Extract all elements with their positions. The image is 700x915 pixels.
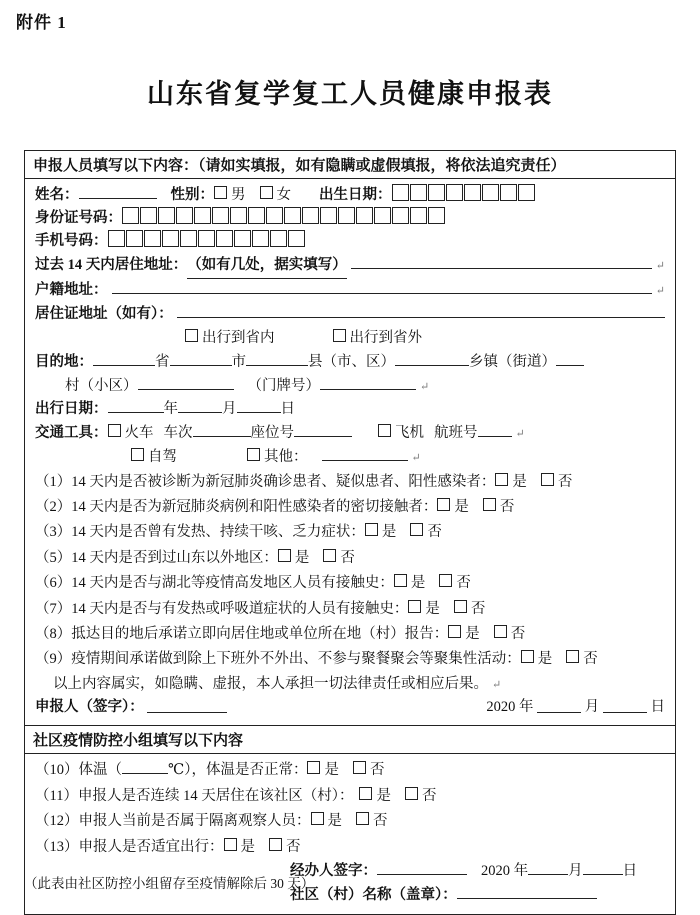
section2-header: 社区疫情防控小组填写以下内容 xyxy=(25,725,675,754)
character-cell[interactable] xyxy=(176,207,193,224)
checkbox-icon[interactable] xyxy=(224,838,237,851)
character-cell[interactable] xyxy=(428,184,445,201)
travel-date-month-input[interactable] xyxy=(178,398,222,414)
answer-no-label: 否 xyxy=(456,575,471,592)
answer-no-label: 否 xyxy=(470,600,486,617)
phone-number-boxes[interactable] xyxy=(108,230,306,253)
checkbox-icon[interactable] xyxy=(131,448,144,461)
question-text: （3）14 天内是否曾有发热、持续干咳、乏力症状： xyxy=(35,524,365,541)
declarant-sign-month-input[interactable] xyxy=(537,698,581,714)
destination-label: 目的地： xyxy=(35,353,93,370)
row-hukou-address xyxy=(35,279,665,303)
question-row xyxy=(35,784,665,809)
travel-option-in-province[interactable] xyxy=(185,327,275,350)
question-text: （7）14 天内是否与有发热或呼吸道症状的人员有接触史： xyxy=(35,600,409,617)
row-destination-1 xyxy=(35,350,665,374)
question-text: （10）体温（ xyxy=(35,762,122,779)
transport-option-train[interactable] xyxy=(108,422,154,445)
checkbox-icon[interactable] xyxy=(394,574,407,587)
question-row xyxy=(35,647,665,672)
character-cell[interactable] xyxy=(410,184,427,201)
answer-yes-label: 是 xyxy=(512,473,527,490)
checkbox-icon[interactable] xyxy=(454,600,467,613)
temperature-input[interactable] xyxy=(122,759,168,775)
answer-no[interactable] xyxy=(269,835,301,860)
character-cell[interactable] xyxy=(482,184,499,201)
checkbox-icon[interactable] xyxy=(307,761,320,774)
answer-no[interactable] xyxy=(356,809,388,834)
character-cell[interactable] xyxy=(252,230,269,247)
character-cell[interactable] xyxy=(500,184,517,201)
question-text: （12）申报人当前是否属于隔离观察人员： xyxy=(35,813,311,830)
checkbox-icon[interactable] xyxy=(378,424,391,437)
character-cell[interactable] xyxy=(158,207,175,224)
answer-yes[interactable] xyxy=(311,809,343,834)
character-cell[interactable] xyxy=(464,184,481,201)
character-cell[interactable] xyxy=(216,230,233,247)
destination-county-input[interactable] xyxy=(246,350,308,366)
character-cell[interactable] xyxy=(108,230,125,247)
destination-village-label: 村（小区） xyxy=(65,377,138,394)
checkbox-icon[interactable] xyxy=(448,625,461,638)
question-text: （13）申报人是否适宜出行： xyxy=(35,838,224,855)
address14-label: 过去 14 天内居住地址： xyxy=(35,257,188,274)
checkbox-icon[interactable] xyxy=(323,549,336,562)
row-address-14days xyxy=(35,254,665,279)
character-cell[interactable] xyxy=(518,184,535,201)
answer-yes-label: 是 xyxy=(537,651,553,668)
handler-sign-input[interactable] xyxy=(377,860,467,876)
declarant-sign-input[interactable] xyxy=(147,698,227,714)
question-row xyxy=(35,571,665,596)
travel-date-month-label: 月 xyxy=(222,401,237,418)
phone-label: 手机号码： xyxy=(35,233,108,250)
address14-input[interactable] xyxy=(351,254,652,270)
declarant-sign-day: 日 xyxy=(650,699,665,716)
health-declaration-form xyxy=(24,150,676,915)
travel-date-year-input[interactable] xyxy=(108,398,164,414)
transport-train-label: 火车 xyxy=(124,425,154,442)
destination-province-label: 省 xyxy=(155,353,170,370)
birth-date-boxes[interactable] xyxy=(392,184,536,207)
declarant-sign-label: 申报人（签字）： xyxy=(35,699,144,716)
row-residence-address xyxy=(35,303,665,327)
question-row xyxy=(35,470,665,495)
declarant-sign-year: 2020 年 xyxy=(486,699,534,716)
question-text-suffix: ℃），体温是否正常： xyxy=(168,762,308,779)
seat-number-input[interactable] xyxy=(294,422,352,438)
answer-yes-label: 是 xyxy=(324,762,339,779)
character-cell[interactable] xyxy=(198,230,215,247)
community-name-input[interactable] xyxy=(457,884,597,900)
travel-option-out-province[interactable] xyxy=(333,327,423,350)
answer-no[interactable] xyxy=(494,622,526,647)
train-number-input[interactable] xyxy=(193,422,251,438)
answer-no-label: 否 xyxy=(421,787,437,804)
gender-female-label: 女 xyxy=(276,186,291,203)
answer-no[interactable] xyxy=(323,546,355,571)
paragraph-mark-icon: ↵ xyxy=(411,452,421,465)
answer-yes-label: 是 xyxy=(376,787,391,804)
travel-out-province-label: 出行到省外 xyxy=(349,329,422,346)
travel-in-province-label: 出行到省内 xyxy=(202,329,275,346)
residence-input[interactable] xyxy=(177,303,665,319)
checkbox-icon[interactable] xyxy=(566,650,579,663)
destination-city-input[interactable] xyxy=(170,350,232,366)
checkbox-icon[interactable] xyxy=(483,498,496,511)
checkbox-icon[interactable] xyxy=(410,523,423,536)
hukou-label: 户籍地址： xyxy=(35,282,108,299)
handler-sign-month: 月 xyxy=(568,863,583,880)
answer-yes[interactable] xyxy=(408,597,440,622)
answer-yes[interactable] xyxy=(437,495,469,520)
destination-city-label: 市 xyxy=(231,353,246,370)
row-travel-scope xyxy=(35,327,665,350)
answer-no-label: 否 xyxy=(286,838,301,855)
transport-option-plane[interactable] xyxy=(378,422,424,445)
row-declarant-signature xyxy=(35,696,665,719)
answer-yes-label: 是 xyxy=(240,838,255,855)
answer-yes[interactable] xyxy=(307,758,339,783)
checkbox-icon[interactable] xyxy=(269,838,282,851)
character-cell[interactable] xyxy=(212,207,229,224)
checkbox-icon[interactable] xyxy=(521,650,534,663)
character-cell[interactable] xyxy=(338,207,355,224)
answer-no[interactable] xyxy=(454,597,486,622)
checkbox-icon[interactable] xyxy=(439,574,452,587)
name-label: 姓名： xyxy=(35,186,79,203)
checkbox-icon[interactable] xyxy=(353,761,366,774)
gender-option-male[interactable] xyxy=(214,184,246,207)
character-cell[interactable] xyxy=(410,207,427,224)
flight-number-input[interactable] xyxy=(478,422,512,438)
paragraph-mark-icon: ↵ xyxy=(515,428,525,441)
answer-no[interactable] xyxy=(405,784,437,809)
travel-date-label: 出行日期： xyxy=(35,401,108,418)
question-row xyxy=(35,520,665,545)
character-cell[interactable] xyxy=(230,207,247,224)
character-cell[interactable] xyxy=(356,207,373,224)
answer-no-label: 否 xyxy=(499,499,515,516)
checkbox-icon[interactable] xyxy=(185,329,198,342)
transport-plane-label: 飞机 xyxy=(395,425,424,442)
question-row xyxy=(35,809,665,834)
answer-yes-label: 是 xyxy=(465,625,480,642)
character-cell[interactable] xyxy=(288,230,305,247)
travel-date-day-input[interactable] xyxy=(237,398,281,414)
answer-yes-label: 是 xyxy=(454,499,469,516)
question-row xyxy=(35,758,665,783)
community-name-label: 社区（村）名称（盖章）： xyxy=(290,887,457,904)
answer-yes[interactable] xyxy=(278,546,310,571)
character-cell[interactable] xyxy=(392,184,409,201)
destination-town-input[interactable] xyxy=(395,350,469,366)
handler-sign-day-input[interactable] xyxy=(583,860,623,876)
answer-no-label: 否 xyxy=(373,813,388,830)
character-cell[interactable] xyxy=(428,207,445,224)
question-text: （8）抵达目的地后承诺立即向居住地或单位所在地（村）报告： xyxy=(35,625,449,642)
question-row xyxy=(35,495,665,520)
row-name-gender-birth xyxy=(35,183,665,207)
birth-label: 出生日期： xyxy=(319,186,392,203)
transport-option-other[interactable] xyxy=(247,446,308,469)
answer-no[interactable] xyxy=(541,470,573,495)
form-footnote: （此表由社区防控小组留存至疫情解除后 30 天） xyxy=(24,876,315,891)
checkbox-icon[interactable] xyxy=(356,812,369,825)
question-row xyxy=(35,835,665,860)
paragraph-mark-icon: ↵ xyxy=(655,260,665,273)
answer-yes-label: 是 xyxy=(327,813,342,830)
transport-other-label: 其他： xyxy=(264,449,308,466)
answer-no[interactable] xyxy=(439,571,471,596)
id-number-boxes[interactable] xyxy=(122,207,446,230)
flight-number-label: 航班号 xyxy=(434,425,478,442)
row-transport-2 xyxy=(35,446,665,470)
question-text: （1）14 天内是否被诊断为新冠肺炎确诊患者、疑似患者、阳性感染者： xyxy=(35,473,496,490)
hukou-input[interactable] xyxy=(112,279,652,295)
answer-no-label: 否 xyxy=(369,762,385,779)
paragraph-mark-icon: ↵ xyxy=(420,380,430,393)
destination-town-extra[interactable] xyxy=(556,350,584,366)
declarant-sign-month: 月 xyxy=(584,699,600,716)
character-cell[interactable] xyxy=(320,207,337,224)
character-cell[interactable] xyxy=(194,207,211,224)
handler-sign-day: 日 xyxy=(622,863,638,880)
character-cell[interactable] xyxy=(180,230,197,247)
travel-date-year-label: 年 xyxy=(163,401,178,418)
answer-yes[interactable] xyxy=(365,520,397,545)
destination-houseno-input[interactable] xyxy=(320,374,416,390)
page-title: 山东省复学复工人员健康申报表 xyxy=(147,79,553,109)
handler-sign-year: 2020 年 xyxy=(481,863,529,880)
character-cell[interactable] xyxy=(122,207,139,224)
answer-yes[interactable] xyxy=(448,622,480,647)
destination-town-label: 乡镇（街道） xyxy=(469,353,556,370)
answer-yes[interactable] xyxy=(521,647,553,672)
id-label: 身份证号码： xyxy=(35,209,122,226)
question-row xyxy=(35,546,665,571)
handler-sign-month-input[interactable] xyxy=(528,860,568,876)
declarant-sign-day-input[interactable] xyxy=(603,698,647,714)
declaration-text: 以上内容属实，如隐瞒、虚报，本人承担一切法律责任或相应后果。 xyxy=(53,675,488,692)
question-text: （6）14 天内是否与湖北等疫情高发地区人员有接触史： xyxy=(35,575,394,592)
destination-houseno-label: （门牌号） xyxy=(247,377,320,394)
checkbox-icon[interactable] xyxy=(495,473,508,486)
answer-yes[interactable] xyxy=(394,571,426,596)
gender-option-female[interactable] xyxy=(260,184,292,207)
seat-number-label: 座位号 xyxy=(250,425,294,442)
answer-yes-label: 是 xyxy=(425,600,440,617)
question-row xyxy=(35,622,665,647)
checkbox-icon[interactable] xyxy=(214,186,227,199)
checkbox-icon[interactable] xyxy=(365,523,378,536)
gender-label: 性别： xyxy=(170,186,214,203)
destination-county-label: 县（市、区） xyxy=(308,353,395,370)
transport-option-self-drive[interactable] xyxy=(131,446,177,469)
character-cell[interactable] xyxy=(270,230,287,247)
character-cell[interactable] xyxy=(284,207,301,224)
transport-self-label: 自驾 xyxy=(148,449,177,466)
answer-no-label: 否 xyxy=(583,651,598,668)
handler-sign-label: 经办人签字： xyxy=(290,863,377,880)
row-phone-number xyxy=(35,230,665,253)
checkbox-icon[interactable] xyxy=(108,424,121,437)
attachment-label: 附件 1 xyxy=(16,13,67,32)
row-destination-2 xyxy=(35,374,665,398)
checkbox-icon[interactable] xyxy=(437,498,450,511)
checkbox-icon[interactable] xyxy=(333,329,346,342)
character-cell[interactable] xyxy=(140,207,157,224)
answer-no-label: 否 xyxy=(557,473,573,490)
character-cell[interactable] xyxy=(144,230,161,247)
answer-no-label: 否 xyxy=(510,625,526,642)
checkbox-icon[interactable] xyxy=(278,549,291,562)
answer-no[interactable] xyxy=(566,647,598,672)
character-cell[interactable] xyxy=(162,230,179,247)
checkbox-icon[interactable] xyxy=(311,812,324,825)
paragraph-mark-icon: ↵ xyxy=(655,285,665,298)
answer-no-label: 否 xyxy=(427,524,442,541)
character-cell[interactable] xyxy=(234,230,251,247)
row-declaration xyxy=(35,673,665,696)
row-travel-date xyxy=(35,398,665,422)
checkbox-icon[interactable] xyxy=(247,448,260,461)
question-row xyxy=(35,597,665,622)
answer-yes-label: 是 xyxy=(294,549,310,566)
question-text: （2）14 天内是否为新冠肺炎病例和阳性感染者的密切接触者： xyxy=(35,499,438,516)
section1-header: 申报人员填写以下内容：（请如实填报，如有隐瞒或虚假填报，将依法追究责任） xyxy=(25,151,675,179)
character-cell[interactable] xyxy=(126,230,143,247)
destination-village-input[interactable] xyxy=(138,374,234,390)
answer-no[interactable] xyxy=(483,495,515,520)
transport-label: 交通工具： xyxy=(35,425,108,442)
question-text: （11）申报人是否连续 14 天居住在该社区（村）： xyxy=(35,787,354,804)
answer-yes[interactable] xyxy=(495,470,527,495)
answer-yes-label: 是 xyxy=(381,524,397,541)
name-input[interactable] xyxy=(79,183,157,199)
answer-no[interactable] xyxy=(410,520,442,545)
checkbox-icon[interactable] xyxy=(408,600,421,613)
paragraph-mark-icon: ↵ xyxy=(492,678,502,691)
row-id-number xyxy=(35,207,665,230)
checkbox-icon[interactable] xyxy=(541,473,554,486)
character-cell[interactable] xyxy=(248,207,265,224)
answer-yes[interactable] xyxy=(359,784,391,809)
question-text: （5）14 天内是否到过山东以外地区： xyxy=(35,549,278,566)
travel-date-day-label: 日 xyxy=(280,401,295,418)
question-text: （9）疫情期间承诺做到除上下班外不外出、不参与聚餐聚会等聚集性活动： xyxy=(35,651,521,668)
character-cell[interactable] xyxy=(392,207,409,224)
character-cell[interactable] xyxy=(302,207,319,224)
checkbox-icon[interactable] xyxy=(260,186,273,199)
transport-other-input[interactable] xyxy=(322,446,408,462)
train-number-label: 车次 xyxy=(163,425,193,442)
character-cell[interactable] xyxy=(374,207,391,224)
checkbox-icon[interactable] xyxy=(359,787,372,800)
row-transport-1 xyxy=(35,422,665,446)
checkbox-icon[interactable] xyxy=(405,787,418,800)
answer-no-label: 否 xyxy=(340,549,355,566)
residence-label: 居住证地址（如有）： xyxy=(35,306,173,323)
character-cell[interactable] xyxy=(266,207,283,224)
answer-yes-label: 是 xyxy=(410,575,426,592)
gender-male-label: 男 xyxy=(231,186,246,203)
checkbox-icon[interactable] xyxy=(494,625,507,638)
destination-province-input[interactable] xyxy=(93,350,155,366)
address14-note: （如有几处，据实填写） xyxy=(187,254,347,278)
answer-yes[interactable] xyxy=(224,835,256,860)
section1-body xyxy=(25,179,675,725)
character-cell[interactable] xyxy=(446,184,463,201)
answer-no[interactable] xyxy=(353,758,385,783)
